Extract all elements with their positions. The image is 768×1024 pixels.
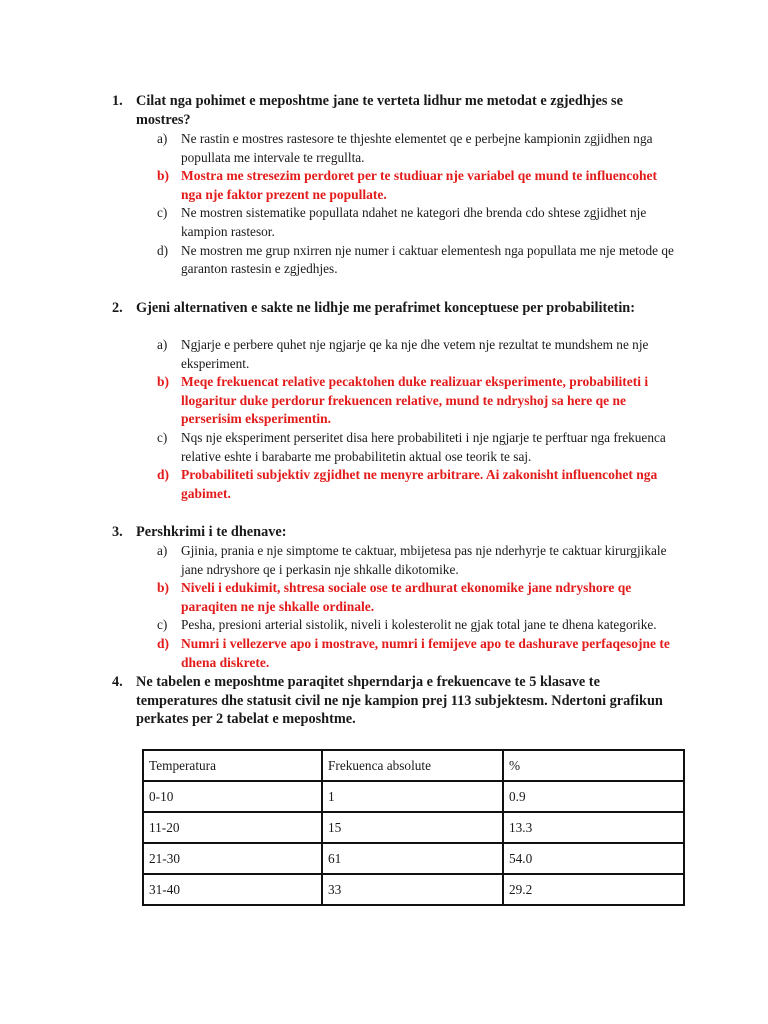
option-b-correct: b) Niveli i edukimit, shtresa sociale ose te ardhurat ekonomike jane ndryshore qe paraqiten ne nje shkalle ordinale. — [157, 580, 632, 614]
question-number: 1. — [112, 93, 123, 109]
column-header: % — [503, 750, 684, 781]
table-row — [143, 843, 684, 874]
table-row — [143, 812, 684, 843]
option-a: a) Ne rastin e mostres rastesore te thjeshte elementet qe e perbejne kampionin zgjidhen nga popullata me intervale te rregullta. — [157, 131, 653, 165]
question-text: Gjeni alternativen e sakte ne lidhje me perafrimet konceptuese per probabilitetin: — [136, 300, 636, 316]
table-row — [143, 781, 684, 812]
question-3-options — [157, 542, 677, 672]
option-d-correct: d) Probabiliteti subjektiv zgjidhet ne menyre arbitrare. Ai zakonisht influencohet nga gabimet. — [157, 467, 658, 501]
column-header: Temperatura — [143, 750, 322, 781]
table-cell: 54.0 — [503, 843, 684, 874]
question-1-options — [157, 130, 677, 279]
question-text: Ne tabelen e meposhtme paraqitet shperndarja e frekuencave te 5 klasave te temperatures dhe statusit civil ne nje kampion prej 113 subjektesm. Ndertoni grafikun perkates per 2 tabelat e meposhtme. — [136, 674, 663, 728]
table-cell: 13.3 — [503, 812, 684, 843]
table-row — [143, 874, 684, 905]
question-number: 3. — [112, 524, 123, 540]
question-2-options — [157, 336, 677, 503]
column-header: Frekuenca absolute — [322, 750, 503, 781]
table-cell: 11-20 — [143, 812, 322, 843]
option-b-correct: b) Meqe frekuencat relative pecaktohen duke realizuar eksperimente, probabiliteti i llogaritur duke perdorur frekuencen relative, mund te ndryshoj sa here qe ne perserisim eksperimentin. — [157, 374, 649, 427]
option-a: a) Ngjarje e perbere quhet nje ngjarje qe ka nje dhe vetem nje rezultat te mundshem ne nje eksperiment. — [157, 337, 649, 371]
option-d: d) Ne mostren me grup nxirren nje numer i caktuar elementesh nga popullata me nje metode qe garanton rastesin e zgjedhjes. — [157, 242, 674, 277]
option-d-correct: d) Numri i vellezerve apo i mostrave, numri i femijeve apo te dashurave perfaqesojne te dhena diskrete. — [157, 635, 670, 670]
frequency-table — [142, 749, 685, 906]
table-cell: 0-10 — [143, 781, 322, 812]
table-cell: 0.9 — [503, 781, 684, 812]
option-c: c) Nqs nje eksperiment perseritet disa here probabiliteti i nje ngjarje te perftuar nga frekuenca relative eshte i barabarte me probabilitetin aktual ose teorik te saj. — [157, 429, 666, 464]
question-number: 4. — [112, 674, 123, 690]
table-cell: 1 — [322, 781, 503, 812]
table-header-row — [143, 750, 684, 781]
option-c: c) Ne mostren sistematike popullata ndahet ne kategori dhe brenda cdo shtese zgjidhet nje kampion rastesor. — [157, 205, 647, 239]
question-number: 2. — [112, 300, 123, 316]
table-cell: 15 — [322, 812, 503, 843]
table-cell: 33 — [322, 874, 503, 905]
table-cell: 29.2 — [503, 874, 684, 905]
question-text: Pershkrimi i te dhenave: — [136, 524, 287, 540]
option-b-correct: b) Mostra me stresezim perdoret per te studiuar nje variabel qe mund te influencohet nga nje faktor prezent ne popullate. — [157, 168, 657, 202]
question-text: Cilat nga pohimet e meposhtme jane te verteta lidhur me metodat e zgjedhjes se mostres? — [136, 93, 623, 128]
table-cell: 61 — [322, 843, 503, 874]
option-c: c) Pesha, presioni arterial sistolik, niveli i kolesterolit ne gjak total jane te dhena kategorike. — [157, 617, 657, 633]
table-cell: 21-30 — [143, 843, 322, 874]
option-a: a) Gjinia, prania e nje simptome te caktuar, mbijetesa pas nje nderhyrje te caktuar kirurgjikale jane ndryshore qe i perkasin nje shkalle dikotomike. — [157, 543, 667, 577]
table-cell: 31-40 — [143, 874, 322, 905]
